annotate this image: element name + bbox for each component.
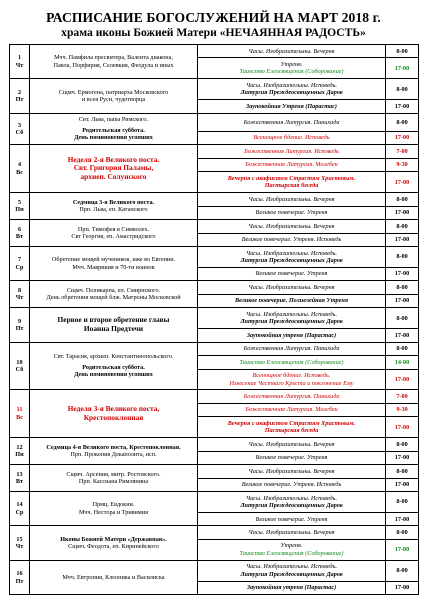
commemoration-line: День обретения мощей блж. Матроны Московской bbox=[46, 294, 181, 302]
service-line: Часы. Изобразительны. Вечерня bbox=[248, 47, 335, 55]
commemoration-cell bbox=[30, 560, 198, 594]
day-cell bbox=[10, 79, 30, 113]
schedule-row bbox=[10, 281, 419, 294]
service-time: 7-00 bbox=[386, 390, 419, 403]
service-time: 8-00 bbox=[386, 560, 419, 581]
service-line: Божественная Литургия. Молебен bbox=[245, 161, 338, 169]
schedule-row bbox=[10, 560, 419, 581]
service-time: 8-00 bbox=[386, 526, 419, 539]
schedule-row bbox=[10, 492, 419, 513]
day-cell bbox=[10, 492, 30, 526]
service-time: 8-00 bbox=[386, 79, 419, 100]
service-line: Таинство Елеосвящения (Соборование) bbox=[239, 549, 344, 557]
day-cell bbox=[10, 145, 30, 193]
service-line: Божественная Литургия. Панихида bbox=[243, 345, 340, 353]
service-cell bbox=[198, 294, 386, 307]
day-of-week: Вт bbox=[15, 478, 24, 486]
service-line: Всенощное бдение. Исповедь bbox=[253, 134, 330, 142]
day-of-week: Вт bbox=[15, 233, 24, 241]
service-time: 17-00 bbox=[386, 417, 419, 438]
commemoration-line: Прп. Прокопия Декаполита, исп. bbox=[70, 451, 157, 459]
day-cell bbox=[10, 113, 30, 145]
day-number: 6 bbox=[17, 225, 22, 233]
commemoration-cell bbox=[30, 465, 198, 492]
day-number: 14 bbox=[16, 501, 23, 509]
commemoration-line: Свт. Льва, папы Римского. bbox=[78, 116, 149, 124]
service-line: Великое повечерие. Утреня bbox=[255, 515, 328, 523]
day-of-week: Ср bbox=[15, 263, 24, 271]
schedule-row bbox=[10, 45, 419, 58]
service-cell bbox=[198, 267, 386, 280]
service-line: Таинство Елеосвящения (Соборование) bbox=[239, 68, 344, 76]
day-number: 11 bbox=[16, 406, 23, 414]
commemoration-line: Иконы Божией Матери «Державная». bbox=[60, 535, 167, 543]
schedule-table bbox=[9, 44, 419, 595]
day-cell bbox=[10, 342, 30, 390]
service-time: 8-00 bbox=[386, 193, 419, 206]
commemoration-line: Мчч. Нестора и Тривимия bbox=[79, 508, 148, 516]
day-of-week: Вс bbox=[16, 168, 23, 176]
commemoration-line: Мчч. Памфила пресвитера, Валента диакона, bbox=[54, 54, 173, 62]
service-line: Часы. Изобразительны. Вечерня bbox=[248, 195, 335, 203]
schedule-row bbox=[10, 145, 419, 158]
service-line: Часы. Изобразительны. Исповедь. bbox=[245, 310, 338, 318]
commemoration-line: Мчч. Евтропия, Клеоника и Василиска bbox=[62, 573, 165, 581]
commemoration-cell bbox=[30, 390, 198, 438]
page-subtitle: храма иконы Божией Матери «НЕЧАЯННАЯ РАДОСТЬ» bbox=[61, 26, 366, 39]
commemoration-line: День поминовения усопших bbox=[74, 371, 153, 379]
service-time: 8-00 bbox=[386, 308, 419, 329]
commemoration-cell bbox=[30, 492, 198, 526]
service-time: 8-00 bbox=[386, 247, 419, 268]
commemoration-line: Павла, Порфирия, Селевкия, Феодула и иных bbox=[53, 61, 174, 69]
day-of-week: Пт bbox=[15, 577, 24, 585]
service-line: Часы. Изобразительны. Вечерня bbox=[248, 529, 335, 537]
service-line: Таинство Елеосвящения (Соборование) bbox=[239, 358, 344, 366]
commemoration-line: Свт. Тарасия, архиеп. Константинопольского. bbox=[53, 353, 174, 361]
commemoration-cell bbox=[30, 438, 198, 465]
service-time: 8-00 bbox=[386, 492, 419, 513]
service-cell bbox=[198, 131, 386, 144]
service-line: Часы. Изобразительны. Вечерня bbox=[248, 467, 335, 475]
service-cell bbox=[198, 560, 386, 581]
commemoration-cell bbox=[30, 526, 198, 560]
day-cell bbox=[10, 526, 30, 560]
service-line: Вечерня с акафистом Страстям Христовым. bbox=[227, 419, 356, 427]
commemoration-line: Родительская суббота. bbox=[82, 126, 145, 134]
commemoration-line: Свт. Григория Паламы, bbox=[73, 163, 154, 173]
day-number: 16 bbox=[16, 570, 23, 578]
commemoration-cell bbox=[30, 113, 198, 145]
day-cell bbox=[10, 247, 30, 281]
day-number: 2 bbox=[17, 88, 22, 96]
service-cell bbox=[198, 193, 386, 206]
service-line: Часы. Изобразительны. Исповедь. bbox=[245, 249, 338, 257]
day-number: 9 bbox=[17, 317, 22, 325]
day-cell bbox=[10, 193, 30, 220]
schedule-row bbox=[10, 390, 419, 403]
schedule-row bbox=[10, 438, 419, 451]
commemoration-line: Сщмч. Ермогена, патриарха Московского bbox=[58, 88, 169, 96]
service-line: Заупокойная утреня (Парастас) bbox=[246, 584, 337, 592]
service-cell bbox=[198, 342, 386, 355]
service-cell bbox=[198, 513, 386, 526]
service-line: Часы. Изобразительны. Исповедь. bbox=[245, 494, 338, 502]
commemoration-cell bbox=[30, 308, 198, 342]
schedule-row bbox=[10, 79, 419, 100]
service-time: 17-00 bbox=[386, 369, 419, 390]
day-number: 8 bbox=[17, 286, 22, 294]
commemoration-line: Прмц. Евдокии. bbox=[92, 501, 135, 509]
service-line: Литургия Преждеосвященных Даров bbox=[240, 318, 343, 326]
service-line: Часы. Изобразительны. Исповедь. bbox=[245, 81, 338, 89]
service-cell bbox=[198, 417, 386, 438]
day-cell bbox=[10, 308, 30, 342]
schedule-row bbox=[10, 220, 419, 233]
commemoration-line: Иоанна Предтечи bbox=[83, 323, 144, 333]
schedule-row bbox=[10, 247, 419, 268]
service-line: Великое повечерие. Утреня. Исповедь bbox=[241, 236, 342, 244]
service-cell bbox=[198, 526, 386, 539]
schedule-body bbox=[10, 45, 419, 595]
service-line: Божественная Литургия. Панихида bbox=[243, 392, 340, 400]
service-line: Заупокойная Утреня (Парастас) bbox=[246, 102, 337, 110]
commemoration-line: Мчч. Маврикия и 70-ти воинов bbox=[72, 263, 155, 271]
schedule-row bbox=[10, 526, 419, 539]
service-time: 9-30 bbox=[386, 158, 419, 171]
service-cell bbox=[198, 465, 386, 478]
commemoration-line: Прп. Кассиана Римлянина bbox=[78, 478, 149, 486]
service-line: Вечерня с акафистом Страстям Христовым. bbox=[227, 174, 356, 182]
day-of-week: Вс bbox=[16, 413, 23, 421]
day-number: 1 bbox=[17, 54, 22, 62]
day-number: 5 bbox=[17, 198, 22, 206]
service-line: Заупокойная утреня (Парастас) bbox=[246, 331, 337, 339]
day-cell bbox=[10, 220, 30, 247]
service-time: 17-00 bbox=[386, 478, 419, 491]
commemoration-line: Первое и второе обретение главы bbox=[57, 315, 170, 325]
day-of-week: Пн bbox=[15, 451, 24, 459]
commemoration-line: Неделя 2-я Великого поста. bbox=[67, 154, 160, 164]
commemoration-cell bbox=[30, 342, 198, 390]
service-line: Литургия Преждеосвященных Даров bbox=[240, 256, 343, 264]
commemoration-line: Крестопоклонная bbox=[83, 412, 144, 422]
service-line: Литургия Преждеосвященных Даров bbox=[240, 89, 343, 97]
day-cell bbox=[10, 465, 30, 492]
service-line: Пастырская беседа bbox=[264, 427, 319, 435]
service-time: 17-00 bbox=[386, 233, 419, 246]
service-time: 8-00 bbox=[386, 281, 419, 294]
commemoration-cell bbox=[30, 281, 198, 308]
commemoration-line: Сщмч. Поликарпа, еп. Смирнского. bbox=[66, 286, 161, 294]
day-cell bbox=[10, 438, 30, 465]
commemoration-cell bbox=[30, 220, 198, 247]
service-line: Литургия Преждеосвященных Даров bbox=[240, 570, 343, 578]
service-cell bbox=[198, 206, 386, 219]
service-line: Утреня. bbox=[280, 542, 303, 550]
service-cell bbox=[198, 220, 386, 233]
day-of-week: Ср bbox=[15, 508, 24, 516]
service-cell bbox=[198, 329, 386, 342]
service-line: Пастырская беседа bbox=[264, 182, 319, 190]
commemoration-line: и всея Руси, чудотворца bbox=[81, 96, 146, 104]
service-cell bbox=[198, 438, 386, 451]
commemoration-line: архиеп. Солунского bbox=[80, 172, 147, 182]
service-time: 17-00 bbox=[386, 539, 419, 560]
service-cell bbox=[198, 172, 386, 193]
service-time: 14-00 bbox=[386, 356, 419, 369]
page-title: РАСПИСАНИЕ БОГОСЛУЖЕНИЙ НА МАРТ 2018 г. bbox=[46, 10, 381, 25]
day-number: 3 bbox=[17, 121, 22, 129]
service-cell bbox=[198, 581, 386, 594]
commemoration-line: Обретение мощей мучеников, иже во Евгении. bbox=[51, 256, 176, 264]
service-cell bbox=[198, 45, 386, 58]
service-cell bbox=[198, 369, 386, 390]
day-number: 12 bbox=[16, 443, 23, 451]
schedule-row bbox=[10, 342, 419, 355]
service-time: 17-00 bbox=[386, 451, 419, 464]
service-cell bbox=[198, 281, 386, 294]
service-cell bbox=[198, 247, 386, 268]
service-time: 17-00 bbox=[386, 206, 419, 219]
service-line: Великое повечерие. Полиелейная Утреня bbox=[234, 297, 349, 305]
service-cell bbox=[198, 100, 386, 113]
service-line: Часы. Изобразительны. Вечерня bbox=[248, 283, 335, 291]
service-time: 17-00 bbox=[386, 329, 419, 342]
schedule-row bbox=[10, 113, 419, 131]
service-line: Божественная Литургия. Исповедь bbox=[244, 147, 339, 155]
day-of-week: Сб bbox=[15, 366, 24, 374]
service-time: 8-00 bbox=[386, 465, 419, 478]
day-number: 10 bbox=[16, 358, 23, 366]
day-of-week: Чт bbox=[15, 294, 24, 302]
day-number: 15 bbox=[16, 535, 23, 543]
service-cell bbox=[198, 539, 386, 560]
service-cell bbox=[198, 390, 386, 403]
commemoration-line: Сщмч. Феодота, еп. Киринейского bbox=[68, 543, 159, 551]
day-cell bbox=[10, 281, 30, 308]
service-line: Изнесение Честнаго Креста и поклонение Ему bbox=[229, 379, 354, 387]
service-cell bbox=[198, 79, 386, 100]
service-time: 17-00 bbox=[386, 100, 419, 113]
service-time: 8-00 bbox=[386, 113, 419, 131]
day-number: 7 bbox=[17, 256, 22, 264]
day-cell bbox=[10, 560, 30, 594]
service-time: 17-00 bbox=[386, 267, 419, 280]
commemoration-line: Неделя 3-я Великого поста, bbox=[67, 404, 160, 414]
schedule-row bbox=[10, 465, 419, 478]
service-cell bbox=[198, 451, 386, 464]
service-cell bbox=[198, 145, 386, 158]
service-time: 17-00 bbox=[386, 513, 419, 526]
service-time: 17-00 bbox=[386, 58, 419, 79]
service-time: 17-00 bbox=[386, 172, 419, 193]
commemoration-line: Седмица 3-я Великого поста. bbox=[72, 198, 155, 206]
day-of-week: Пт bbox=[15, 324, 24, 332]
service-time: 8-00 bbox=[386, 438, 419, 451]
service-line: Великое повечерие. Утреня bbox=[255, 454, 328, 462]
service-cell bbox=[198, 233, 386, 246]
commemoration-cell bbox=[30, 45, 198, 79]
service-line: Часы. Изобразительны. Исповедь. bbox=[245, 563, 338, 571]
day-of-week: Пн bbox=[15, 206, 24, 214]
schedule-row bbox=[10, 308, 419, 329]
service-time: 17-00 bbox=[386, 131, 419, 144]
commemoration-line: День поминовения усопших bbox=[74, 134, 153, 142]
service-line: Божественная Литургия. Молебен bbox=[245, 406, 338, 414]
service-line: Великое повечерие. Утреня bbox=[255, 209, 328, 217]
service-line: Великое повечерие. Утреня. Исповедь bbox=[241, 481, 342, 489]
service-cell bbox=[198, 356, 386, 369]
service-line: Часы. Изобразительны. Вечерня bbox=[248, 222, 335, 230]
service-cell bbox=[198, 478, 386, 491]
day-of-week: Чт bbox=[15, 543, 24, 551]
day-cell bbox=[10, 390, 30, 438]
service-cell bbox=[198, 158, 386, 171]
schedule-row bbox=[10, 193, 419, 206]
commemoration-line: Родительская суббота. bbox=[82, 363, 145, 371]
service-cell bbox=[198, 308, 386, 329]
commemoration-line: Сщмч. Арсения, митр. Ростовского. bbox=[66, 470, 161, 478]
service-time: 8-00 bbox=[386, 342, 419, 355]
commemoration-cell bbox=[30, 247, 198, 281]
service-time: 7-00 bbox=[386, 145, 419, 158]
commemoration-line: Седмица 4-я Великого поста, Крестопоклонная. bbox=[46, 443, 181, 451]
commemoration-line: Прп. Тимофея в Символех. bbox=[77, 225, 150, 233]
service-cell bbox=[198, 113, 386, 131]
service-cell bbox=[198, 492, 386, 513]
service-cell bbox=[198, 58, 386, 79]
day-cell bbox=[10, 45, 30, 79]
service-time: 17-00 bbox=[386, 581, 419, 594]
service-line: Божественная Литургия. Панихида bbox=[243, 118, 340, 126]
service-time: 17-00 bbox=[386, 294, 419, 307]
service-time: 8-00 bbox=[386, 220, 419, 233]
service-line: Утреня. bbox=[280, 61, 303, 68]
service-line: Часы. Изобразительны. Вечерня bbox=[248, 440, 335, 448]
day-number: 13 bbox=[16, 470, 23, 478]
day-of-week: Пт bbox=[15, 96, 24, 104]
commemoration-cell bbox=[30, 79, 198, 113]
commemoration-cell bbox=[30, 193, 198, 220]
service-line: Литургия Преждеосвященных Даров bbox=[240, 502, 343, 510]
service-line: Великое повечерие. Утреня bbox=[255, 270, 328, 278]
commemoration-cell bbox=[30, 145, 198, 193]
service-time: 8-00 bbox=[386, 45, 419, 58]
commemoration-line: Прп. Льва, еп. Катанского bbox=[79, 206, 148, 214]
service-time: 9-30 bbox=[386, 403, 419, 416]
day-of-week: Чт bbox=[15, 61, 24, 69]
day-of-week: Сб bbox=[15, 129, 24, 136]
day-number: 4 bbox=[17, 161, 22, 169]
service-line: Всенощное бдение. Исповедь. bbox=[252, 372, 331, 380]
commemoration-line: Свт Георгия, еп. Амастридского bbox=[71, 233, 156, 241]
service-cell bbox=[198, 403, 386, 416]
